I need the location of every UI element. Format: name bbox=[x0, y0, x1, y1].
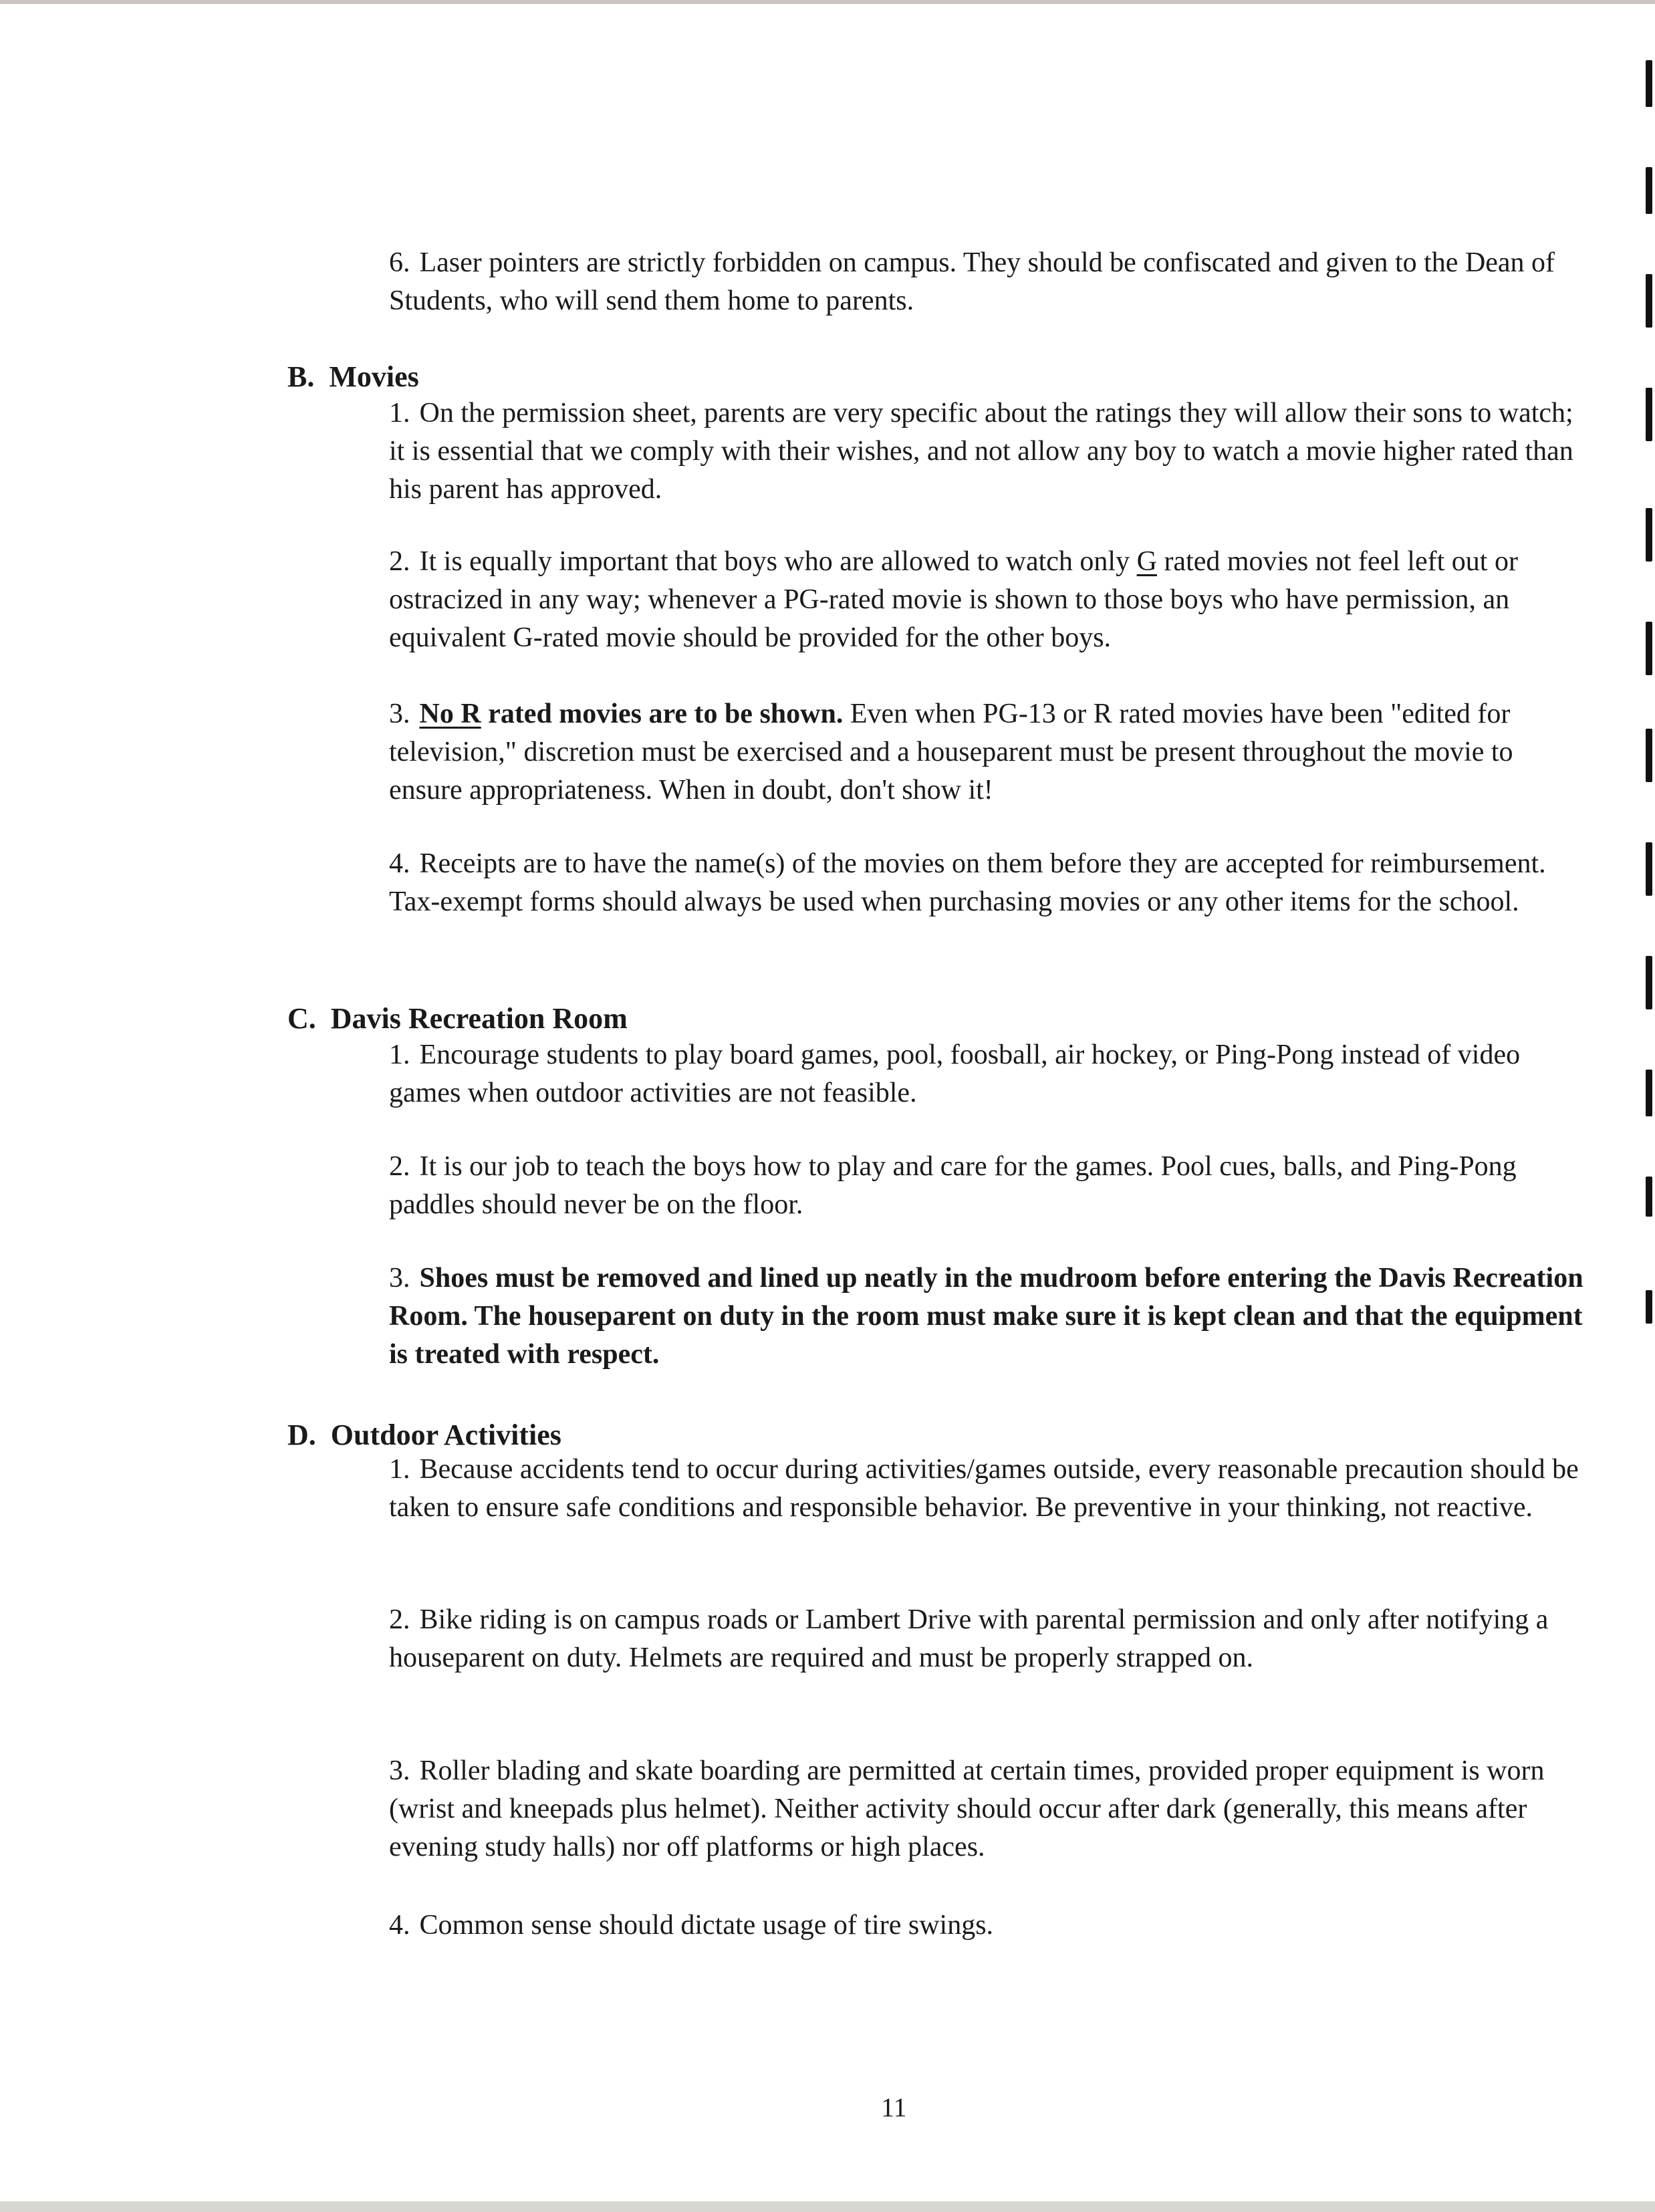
outdoor-item-2 bbox=[389, 1601, 1585, 1677]
item-number: 3. bbox=[389, 1263, 410, 1294]
section-title: Outdoor Activities bbox=[330, 1419, 561, 1451]
item-text: rated movies not feel left out or ostracized in any way; whenever a PG-rated movie is shown to those boys who have permission, an equivalent G-rated movie should be provided for the other boys. bbox=[389, 546, 1518, 653]
item-text: Roller blading and skate boarding are permitted at certain times, provided proper equipment is worn (wrist and kneepads plus helmet). Neither activity should occur after dark (generally, this means after evening study halls) nor off platforms or high places. bbox=[389, 1755, 1545, 1862]
item-number: 3. bbox=[389, 699, 410, 729]
item-number: 3. bbox=[389, 1755, 410, 1786]
item-text: Receipts are to have the name(s) of the movies on them before they are accepted for reimbursement. Tax-exempt forms should always be used when purchasing movies or any other items for the school. bbox=[389, 848, 1546, 917]
binder-hole-mark bbox=[1646, 167, 1652, 214]
section-letter: D. bbox=[287, 1419, 316, 1451]
item-number: 4. bbox=[389, 1910, 410, 1941]
section-letter: C. bbox=[287, 1002, 316, 1035]
binder-hole-mark bbox=[1646, 842, 1652, 896]
section-heading-outdoor-activities bbox=[287, 1416, 561, 1454]
binder-hole-mark bbox=[1646, 508, 1652, 562]
item-number: 2. bbox=[389, 546, 410, 577]
item-number: 6. bbox=[389, 247, 410, 278]
movies-item-2 bbox=[389, 543, 1585, 657]
movies-item-4 bbox=[389, 845, 1585, 921]
item-text: Even when PG-13 or R rated movies have been "edited for television," discretion must be exercised and a houseparent must be present throughout the movie to ensure appropriateness. When in doubt, don't show it! bbox=[389, 699, 1513, 806]
movies-item-3 bbox=[389, 695, 1585, 810]
recreation-item-2 bbox=[389, 1148, 1585, 1224]
item-number: 2. bbox=[389, 1151, 410, 1182]
item-text: Encourage students to play board games, pool, foosball, air hockey, or Ping-Pong instead of video games when outdoor activities are not feasible. bbox=[389, 1039, 1521, 1108]
binder-hole-mark bbox=[1646, 729, 1652, 782]
item-number: 1. bbox=[389, 398, 410, 428]
binder-holes bbox=[1628, 0, 1655, 2212]
item-text: On the permission sheet, parents are very specific about the ratings they will allow their sons to watch; it is essential that we comply with their wishes, and not allow any boy to watch a movie higher rated than his parent has approved. bbox=[389, 398, 1573, 505]
item-number: 1. bbox=[389, 1039, 410, 1070]
binder-hole-mark bbox=[1646, 388, 1652, 441]
scan-top-edge bbox=[0, 0, 1655, 4]
item-text: It is equally important that boys who are allowed to watch only bbox=[419, 546, 1137, 577]
item-text: Laser pointers are strictly forbidden on campus. They should be confiscated and given to the Dean of Students, who will send them home to parents. bbox=[389, 247, 1555, 316]
section-letter: B. bbox=[287, 360, 315, 393]
item-number: 4. bbox=[389, 848, 410, 879]
item-text: Bike riding is on campus roads or Lambert Drive with parental permission and only after notifying a houseparent on duty. Helmets are required and must be properly strapped on. bbox=[389, 1604, 1549, 1673]
binder-hole-mark bbox=[1646, 1070, 1652, 1116]
outdoor-item-1 bbox=[389, 1451, 1585, 1527]
movies-item-1 bbox=[389, 394, 1585, 509]
binder-hole-mark bbox=[1646, 60, 1652, 107]
page-number: 11 bbox=[881, 2092, 907, 2122]
item-text: Common sense should dictate usage of tire swings. bbox=[419, 1910, 994, 1941]
recreation-item-1 bbox=[389, 1036, 1585, 1112]
item-number: 1. bbox=[389, 1454, 410, 1485]
item-text: It is our job to teach the boys how to play and care for the games. Pool cues, balls, and Ping-Pong paddles should never be on the floor. bbox=[389, 1151, 1517, 1220]
binder-hole-mark bbox=[1646, 274, 1652, 328]
item-text: Because accidents tend to occur during activities/games outside, every reasonable precaution should be taken to ensure safe conditions and responsible behavior. Be preventive in your thinking, not reactive. bbox=[389, 1454, 1579, 1523]
underlined-rating: G bbox=[1136, 546, 1157, 577]
item-a6 bbox=[389, 244, 1585, 320]
section-heading-davis-recreation-room bbox=[287, 999, 628, 1037]
binder-hole-mark bbox=[1646, 1290, 1652, 1324]
binder-hole-mark bbox=[1646, 956, 1652, 1009]
section-title: Movies bbox=[329, 360, 419, 393]
item-number: 2. bbox=[389, 1604, 410, 1635]
underlined-no-r: No R bbox=[419, 699, 481, 729]
binder-hole-mark bbox=[1646, 1177, 1652, 1217]
bold-rule: Shoes must be removed and lined up neatly in the mudroom before entering the Davis Recreation Room. The houseparent on duty in the room must make sure it is kept clean and that the equipment is treated with respect. bbox=[389, 1263, 1583, 1370]
section-title: Davis Recreation Room bbox=[330, 1002, 628, 1035]
recreation-item-3 bbox=[389, 1259, 1585, 1374]
outdoor-item-3 bbox=[389, 1752, 1585, 1866]
section-heading-movies bbox=[287, 358, 419, 396]
binder-hole-mark bbox=[1646, 622, 1652, 675]
scan-bottom-edge bbox=[0, 2201, 1655, 2212]
bold-rule: rated movies are to be shown. bbox=[481, 699, 844, 729]
outdoor-item-4 bbox=[389, 1907, 1585, 1945]
